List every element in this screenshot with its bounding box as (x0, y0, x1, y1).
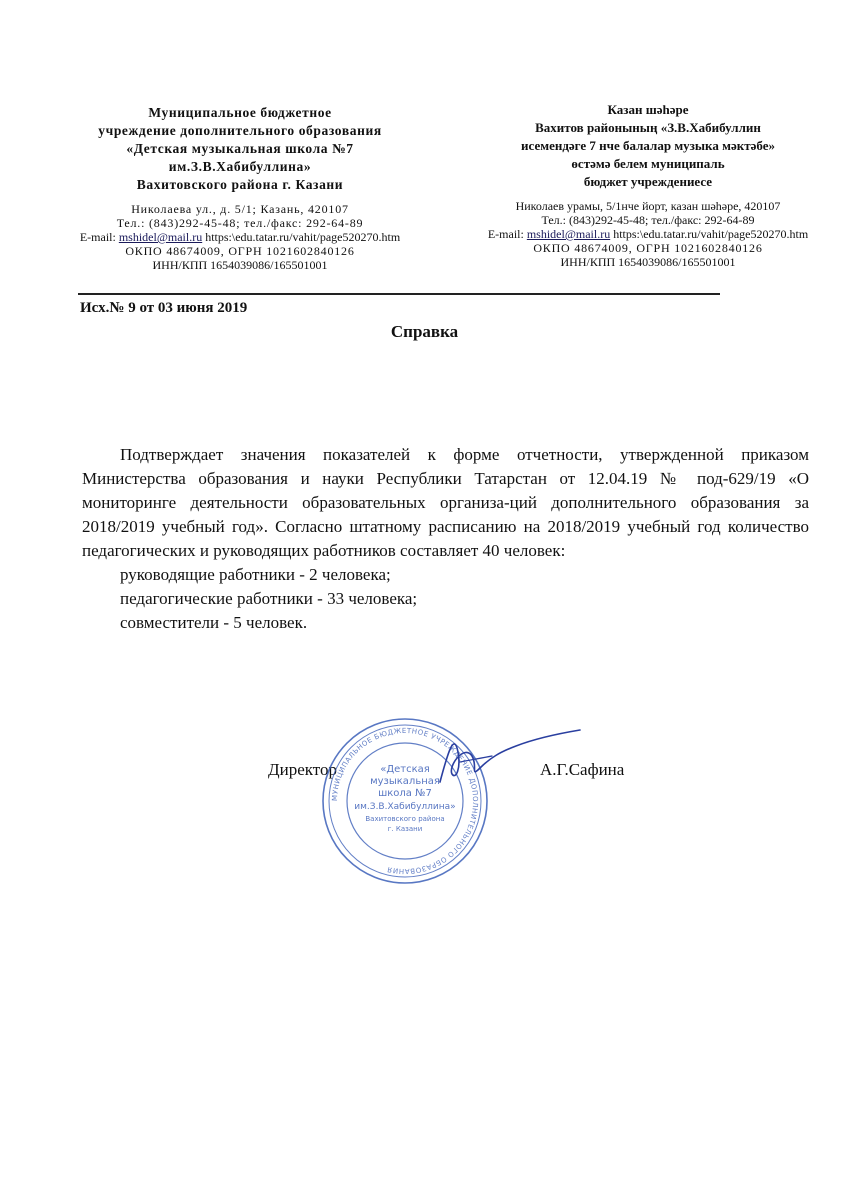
header-right (468, 101, 828, 269)
org-okpo: ОКПО 48674009, ОГРН 1021602840126 (125, 244, 355, 258)
org-okpo: ОКПО 48674009, ОГРН 1021602840126 (533, 241, 763, 255)
website-url: https:\edu.tatar.ru/vahit/page520270.htm (205, 230, 401, 244)
org-inn: ИНН/КПП 1654039086/165501001 (560, 255, 736, 269)
body-paragraph: Подтверждает значения показателей к форме отчетности, утвержденной приказом Министерства образования и науки Республики Татарстан от 12.04.19 № под-629/19 «О мониторинге деятельности образовательных организа-ций дополнительного образования за 2018/2019 учебный год». Согласно штатному расписанию на 2018/2019 учебный год количество педагогических и руководящих работников составляет 40 человек: (82, 445, 809, 560)
org-address: Николаев урамы, 5/1нче йорт, казан шәһәре, 420107 (515, 199, 781, 213)
org-name-line: учреждение дополнительного образования (98, 123, 382, 138)
stamp-line: «Детская (380, 764, 430, 775)
org-email-line (40, 230, 440, 244)
header-divider (78, 293, 720, 295)
stamp-ring-text: МУНИЦИПАЛЬНОЕ БЮДЖЕТНОЕ УЧРЕЖДЕНИЕ ДОПОЛНИТЕЛЬНОГО ОБРАЗОВАНИЯ (330, 726, 480, 876)
document-title: Справка (390, 322, 459, 341)
list-item: совместители - 5 человек. (120, 613, 308, 632)
org-name-line: Вахитовского района г. Казани (136, 177, 344, 192)
list-item: руководящие работники - 2 человека; (120, 565, 391, 584)
handwritten-signature (430, 722, 590, 792)
stamp-line: им.З.В.Хабибуллина» (354, 802, 456, 812)
org-phone: Тел.: (843)292-45-48; тел./факс: 292-64-89 (541, 213, 755, 227)
org-name-line: им.З.В.Хабибуллина» (168, 159, 312, 174)
stamp-line: школа №7 (378, 788, 432, 799)
email-label: E-mail: (487, 227, 524, 241)
email-link[interactable]: mshidel@mail.ru (526, 227, 611, 241)
org-name-line: өстәмә белем муниципаль (571, 156, 725, 171)
org-name-line: исемендәге 7 нче балалар музыка мәктәбе» (521, 138, 775, 153)
signatory-role: Директор (268, 760, 337, 779)
stamp-line: музыкальная (370, 776, 440, 787)
document-body (82, 443, 809, 635)
org-phone: Тел.: (843)292-45-48; тел./факс: 292-64-89 (116, 216, 364, 230)
email-label: E-mail: (79, 230, 116, 244)
org-name-line: Муниципальное бюджетное (148, 105, 332, 120)
org-inn: ИНН/КПП 1654039086/165501001 (152, 258, 328, 272)
website-url: https:\edu.tatar.ru/vahit/page520270.htm (613, 227, 809, 241)
header-left (40, 104, 440, 272)
org-name-line: Казан шәһәре (607, 102, 689, 117)
org-email-line (468, 227, 828, 241)
stamp-line: Вахитовского района (365, 815, 445, 823)
org-name-line: бюджет учреждениесе (583, 174, 713, 189)
org-address: Николаева ул., д. 5/1; Казань, 420107 (131, 202, 349, 216)
org-name-line: Вахитов районының «З.В.Хабибуллин (535, 120, 761, 135)
signatory-name: А.Г.Сафина (540, 760, 625, 779)
list-item: педагогические работники - 33 человека; (120, 589, 418, 608)
stamp-line: г. Казани (387, 825, 423, 833)
email-link[interactable]: mshidel@mail.ru (118, 230, 203, 244)
outgoing-number: Исх.№ 9 от 03 июня 2019 (80, 300, 248, 316)
org-name-line: «Детская музыкальная школа №7 (126, 141, 354, 156)
